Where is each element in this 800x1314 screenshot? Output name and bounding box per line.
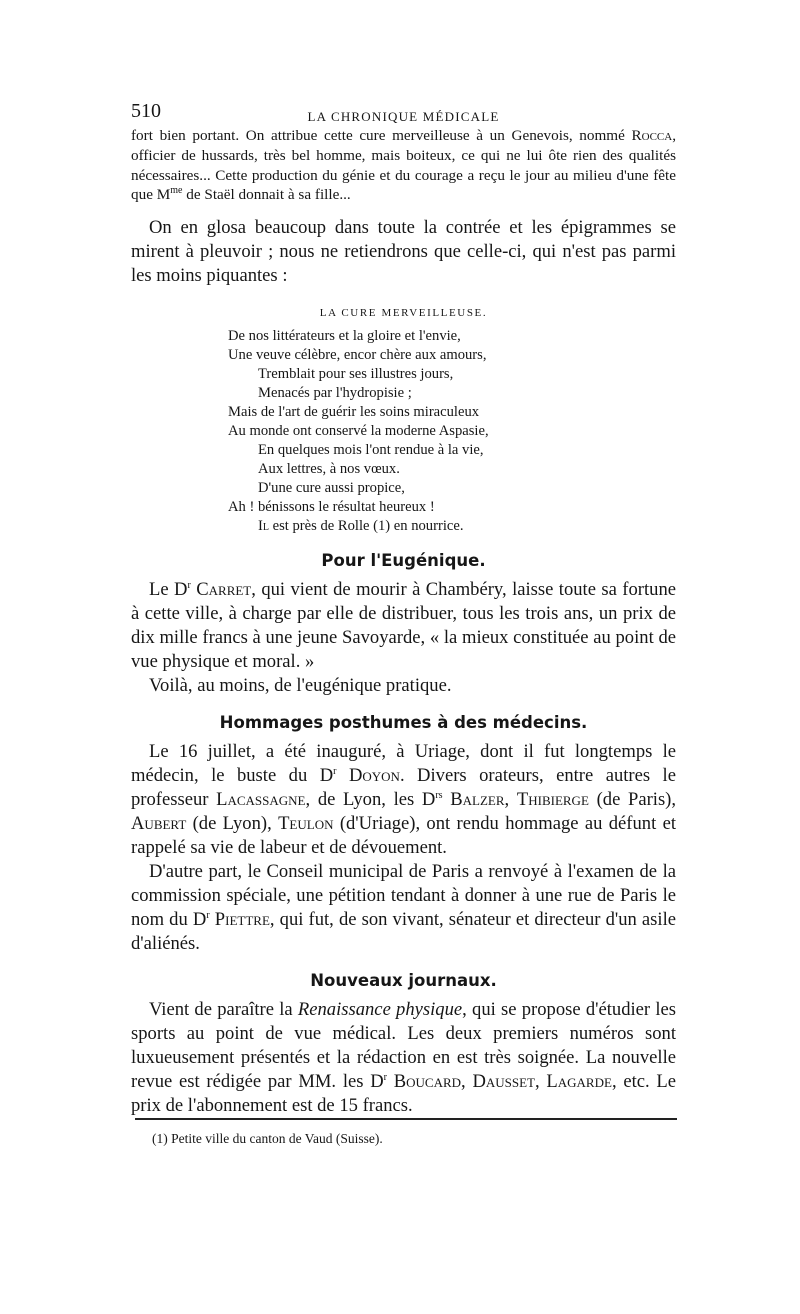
running-header [131,96,676,126]
poem-line: Ah ! bénissons le résultat heureux ! [228,499,435,516]
footnote: (1) Petite ville du canton de Vaud (Suisse). [152,1131,383,1146]
eugenique-conclusion: Voilà, au moins, de l'eugénique pratique. [149,675,452,697]
name-carret: Carret [196,579,252,601]
poem-line: De nos littérateurs et la gloire et l'envie, [228,328,461,345]
footnote-rule [135,1118,677,1120]
eugenique-paragraph: Le $D^r$ Carret, qui vient de mourir à Chambéry, laisse toute sa fortune à cette ville, à charge par elle de distribuer, tous les trois ans, un prix de dix mille francs à une jeune Savoyarde, « la mieux constituée au point de vue physique et moral. » [131,579,677,673]
epigram-paragraph: On en glosa beaucoup dans toute la contrée et les épigrammes se mirent à pleuvoir ; nous ne retiendrons que celle-ci, qui n'est pas parmi les moins piquantes : [131,217,676,287]
hommages-paragraph-2: D'autre part, le Conseil municipal de Paris a renvoyé à l'examen de la commission spéciale, une pétition tendant à donner à une rue de Paris le nom du $D^r$ Piettre, qui fut, de son vivant, sénateur et directeur d'un asile d'aliénés. [131,861,676,955]
poem [228,327,676,536]
section-heading-hommages: Hommages posthumes à des médecins. [219,713,588,733]
poem-line: Au monde ont conservé la moderne Aspasie, [228,423,489,440]
section-heading-eugenique: Pour l'Eugénique. [321,551,486,571]
poem-line: En quelques mois l'ont rendue à la vie, [258,442,484,459]
page-body [131,96,676,1118]
running-title: LA CHRONIQUE MÉDICALE [307,109,500,124]
page-number: 510 [131,100,161,122]
poem-line: Aux lettres, à nos vœux. [258,461,400,478]
poem-line: Menacés par l'hydropisie ; [258,385,412,402]
poem-title: LA CURE MERVEILLEUSE. [319,307,488,320]
poem-line: D'une cure aussi propice, [258,480,405,497]
section-heading-journaux: Nouveaux journaux. [310,971,497,991]
hommages-paragraph: Le 16 juillet, a été inauguré, à Uriage, dont il fut longtemps le médecin, le buste du $D^r$ Doyon. Divers orateurs, entre autres le professeur Lacassagne, de Lyon, les $D^{rs}$ Balzer, Thibierge (de Paris), Aubert (de Lyon), Teulon (d'Uriage), ont rendu hommage au défunt et rappelé sa vie de labeur et de dévouement. [131,741,677,859]
intro-paragraph: fort bien portant. On attribue cette cure merveilleuse à un Genevois, nommé Rocca, officier de hussards, très bel homme, mais boiteux, ce qui ne lui ôte rien des qualités nécessaires... Cette production du génie et du courage a reçu le jour au milieu d'une fête que $M^{me}$ de Staël donnait à sa fille... [131,127,676,204]
poem-line: Tremblait pour ses illustres jours, [258,366,454,383]
name-rocca: Rocca [631,127,673,144]
poem-line: Mais de l'art de guérir les soins miraculeux [228,404,480,421]
poem-line: Il est près de Rolle (1) en nourrice. [258,518,464,535]
journaux-paragraph: Vient de paraître la Renaissance physique, qui se propose d'étudier les sports au point de vue médical. Les deux premiers numéros sont luxueusement présentés et la rédaction en est très soignée. La nouvelle revue est rédigée par MM. les $D^r$ Boucard, Dausset, Lagarde, etc. Le prix de l'abonnement est de 15 francs. [131,999,677,1117]
poem-line: Une veuve célèbre, encor chère aux amours, [228,347,487,364]
